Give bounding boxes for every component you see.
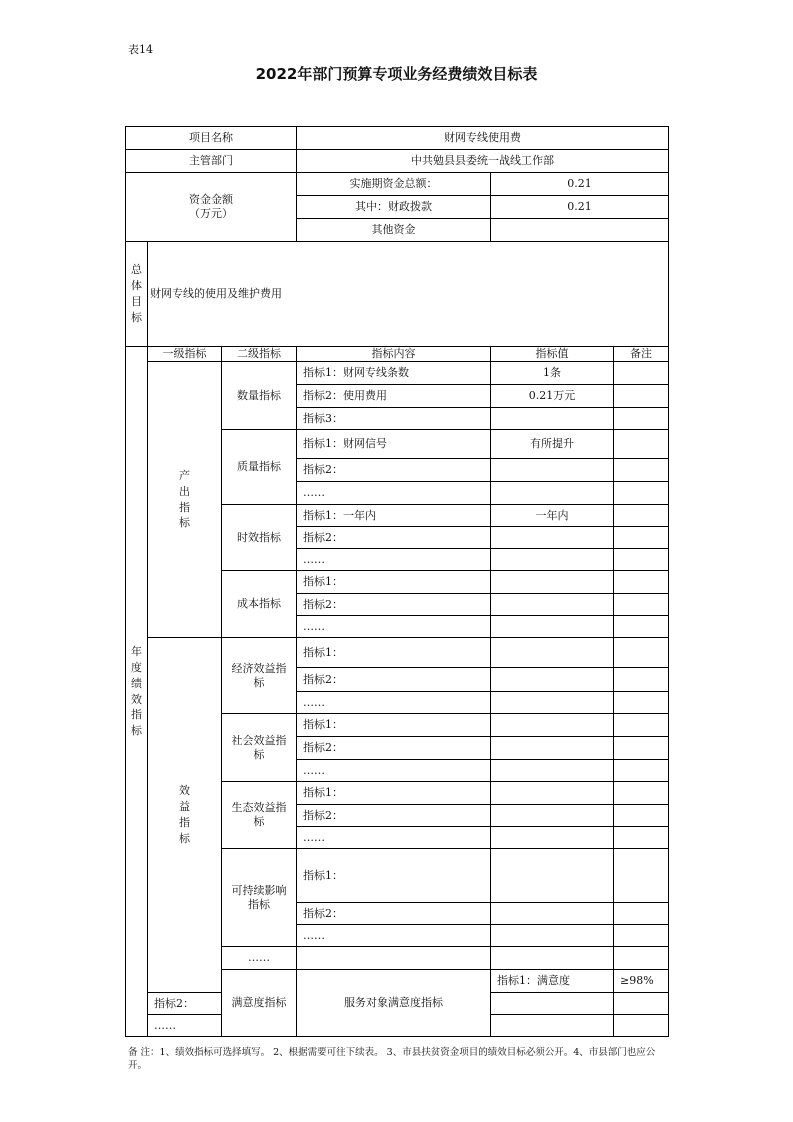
indicator-value [491,805,614,827]
indicator-value [491,947,614,970]
quality-indicator-label: 质量指标 [222,430,297,505]
indicator-value [491,760,614,782]
indicator-content: …… [297,549,491,571]
indicator-value [491,692,614,714]
indicator-remark [614,482,669,505]
funds-other-value [491,219,669,242]
funds-total-row [126,173,669,196]
indicator-content: 指标2：使用费用 [297,385,491,408]
indicator-remark [614,827,669,849]
benefit-indicator-label: 效益指标 [148,638,222,993]
project-name-label: 项目名称 [126,127,297,150]
indicator-remark [614,925,669,947]
department-label: 主管部门 [126,150,297,173]
ecological-indicator-label: 生态效益指标 [222,782,297,849]
indicator-value: ≥98% [614,970,669,993]
indicator-content: 指标1：财网专线条数 [297,362,491,385]
indicator-remark [614,638,669,668]
indicator-remark [614,714,669,737]
indicator-remark [614,903,669,925]
header-row [126,347,669,362]
indicator-value [491,594,614,616]
indicator-content: 指标2： [297,527,491,549]
indicator-value [491,714,614,737]
indicator-content: 指标3： [297,408,491,430]
indicator-value: 有所提升 [491,430,614,459]
indicator-content: …… [297,692,491,714]
header-remark: 备注 [614,347,669,362]
indicator-remark [614,594,669,616]
project-name-value: 财网专线使用费 [297,127,669,150]
indicator-remark [614,527,669,549]
indicator-content: 指标1： [297,849,491,903]
funds-fiscal-label: 其中：财政拨款 [297,196,491,219]
indicator-remark [614,760,669,782]
indicator-remark [614,385,669,408]
overall-goal-label: 总体目标 [126,242,148,347]
indicator-value [491,1015,614,1037]
department-value: 中共勉县县委统一战线工作部 [297,150,669,173]
indicator-remark [614,362,669,385]
indicator-content: 指标2： [297,459,491,482]
indicator-remark [614,408,669,430]
indicator-content: 指标1：财网信号 [297,430,491,459]
table-row [126,638,669,668]
indicator-content: 指标1：满意度 [491,970,614,993]
indicator-content: 指标1： [297,782,491,805]
indicator-remark [614,737,669,760]
table-row [126,362,669,385]
project-name-row [126,127,669,150]
satisfaction-indicator-label: 满意度指标 [222,970,297,1037]
funds-total-value: 0.21 [491,173,669,196]
indicator-value [491,903,614,925]
indicator-value: 1条 [491,362,614,385]
indicator-content: …… [297,616,491,638]
indicator-content: …… [297,760,491,782]
page-title: 2022年部门预算专项业务经费绩效目标表 [255,65,538,83]
indicator-content: 指标1： [297,638,491,668]
cost-indicator-label: 成本指标 [222,571,297,638]
indicator-content: 指标2： [297,805,491,827]
annual-indicator-label: 年度绩效指标 [126,347,148,1037]
timeliness-indicator-label: 时效指标 [222,505,297,571]
indicator-value [491,925,614,947]
table-number: 表14 [128,43,153,56]
indicator-remark [614,505,669,527]
indicator-remark [614,571,669,594]
indicator-remark [614,947,669,970]
indicator-remark [614,1015,669,1037]
indicator-content [297,947,491,970]
indicator-content: 指标2： [297,903,491,925]
indicator-remark [614,805,669,827]
header-level1: 一级指标 [148,347,222,362]
indicator-value [491,482,614,505]
benefit-more-label: …… [222,947,297,970]
indicator-remark [614,849,669,903]
header-level2: 二级指标 [222,347,297,362]
indicator-value [491,782,614,805]
indicator-value [491,549,614,571]
funds-unit: （万元） [189,207,233,220]
department-row [126,150,669,173]
funds-label [126,173,297,242]
overall-goal-row [126,242,669,347]
indicator-content: 指标2： [148,993,222,1015]
indicator-remark [614,430,669,459]
indicator-remark [614,668,669,692]
indicator-remark [614,692,669,714]
indicator-content: 指标2： [297,594,491,616]
indicator-remark [614,993,669,1015]
indicator-value [491,993,614,1015]
indicator-content: 指标2： [297,737,491,760]
indicator-remark [614,459,669,482]
indicator-content: 指标1： [297,714,491,737]
service-satisfaction-label: 服务对象满意度指标 [297,970,491,1037]
indicator-value [491,827,614,849]
indicator-value: 一年内 [491,505,614,527]
indicator-remark [614,549,669,571]
indicator-value [491,459,614,482]
quantity-indicator-label: 数量指标 [222,362,297,430]
funds-other-label: 其他资金 [297,219,491,242]
indicator-value [491,668,614,692]
indicator-value: 0.21万元 [491,385,614,408]
sustainable-indicator-label: 可持续影响指标 [222,849,297,947]
indicator-value [491,408,614,430]
indicator-value [491,527,614,549]
funds-fiscal-value: 0.21 [491,196,669,219]
social-indicator-label: 社会效益指标 [222,714,297,782]
indicator-content: 指标2： [297,668,491,692]
indicator-value [491,616,614,638]
header-content: 指标内容 [297,347,491,362]
indicator-value [491,638,614,668]
indicator-remark [614,616,669,638]
output-indicator-label: 产出指标 [148,362,222,638]
indicator-value [491,737,614,760]
indicator-content: …… [297,827,491,849]
indicator-content: 指标1：一年内 [297,505,491,527]
indicator-content: …… [297,925,491,947]
performance-target-table [125,126,669,1037]
indicator-content: …… [297,482,491,505]
funds-total-label: 实施期资金总额： [297,173,491,196]
overall-goal-value: 财网专线的使用及维护费用 [148,242,669,347]
indicator-content: …… [148,1015,222,1037]
indicator-value [491,849,614,903]
indicator-value [491,571,614,594]
indicator-content: 指标1： [297,571,491,594]
economic-indicator-label: 经济效益指标 [222,638,297,714]
footnote: 备 注：1、绩效指标可选择填写。 2、根据需要可往下续表。 3、市县扶贫资金项目的绩效目标必须公开。4、市县部门也应公开。 [128,1047,656,1072]
funds-label-text: 资金金额 [189,193,233,207]
indicator-remark [614,782,669,805]
header-value: 指标值 [491,347,614,362]
